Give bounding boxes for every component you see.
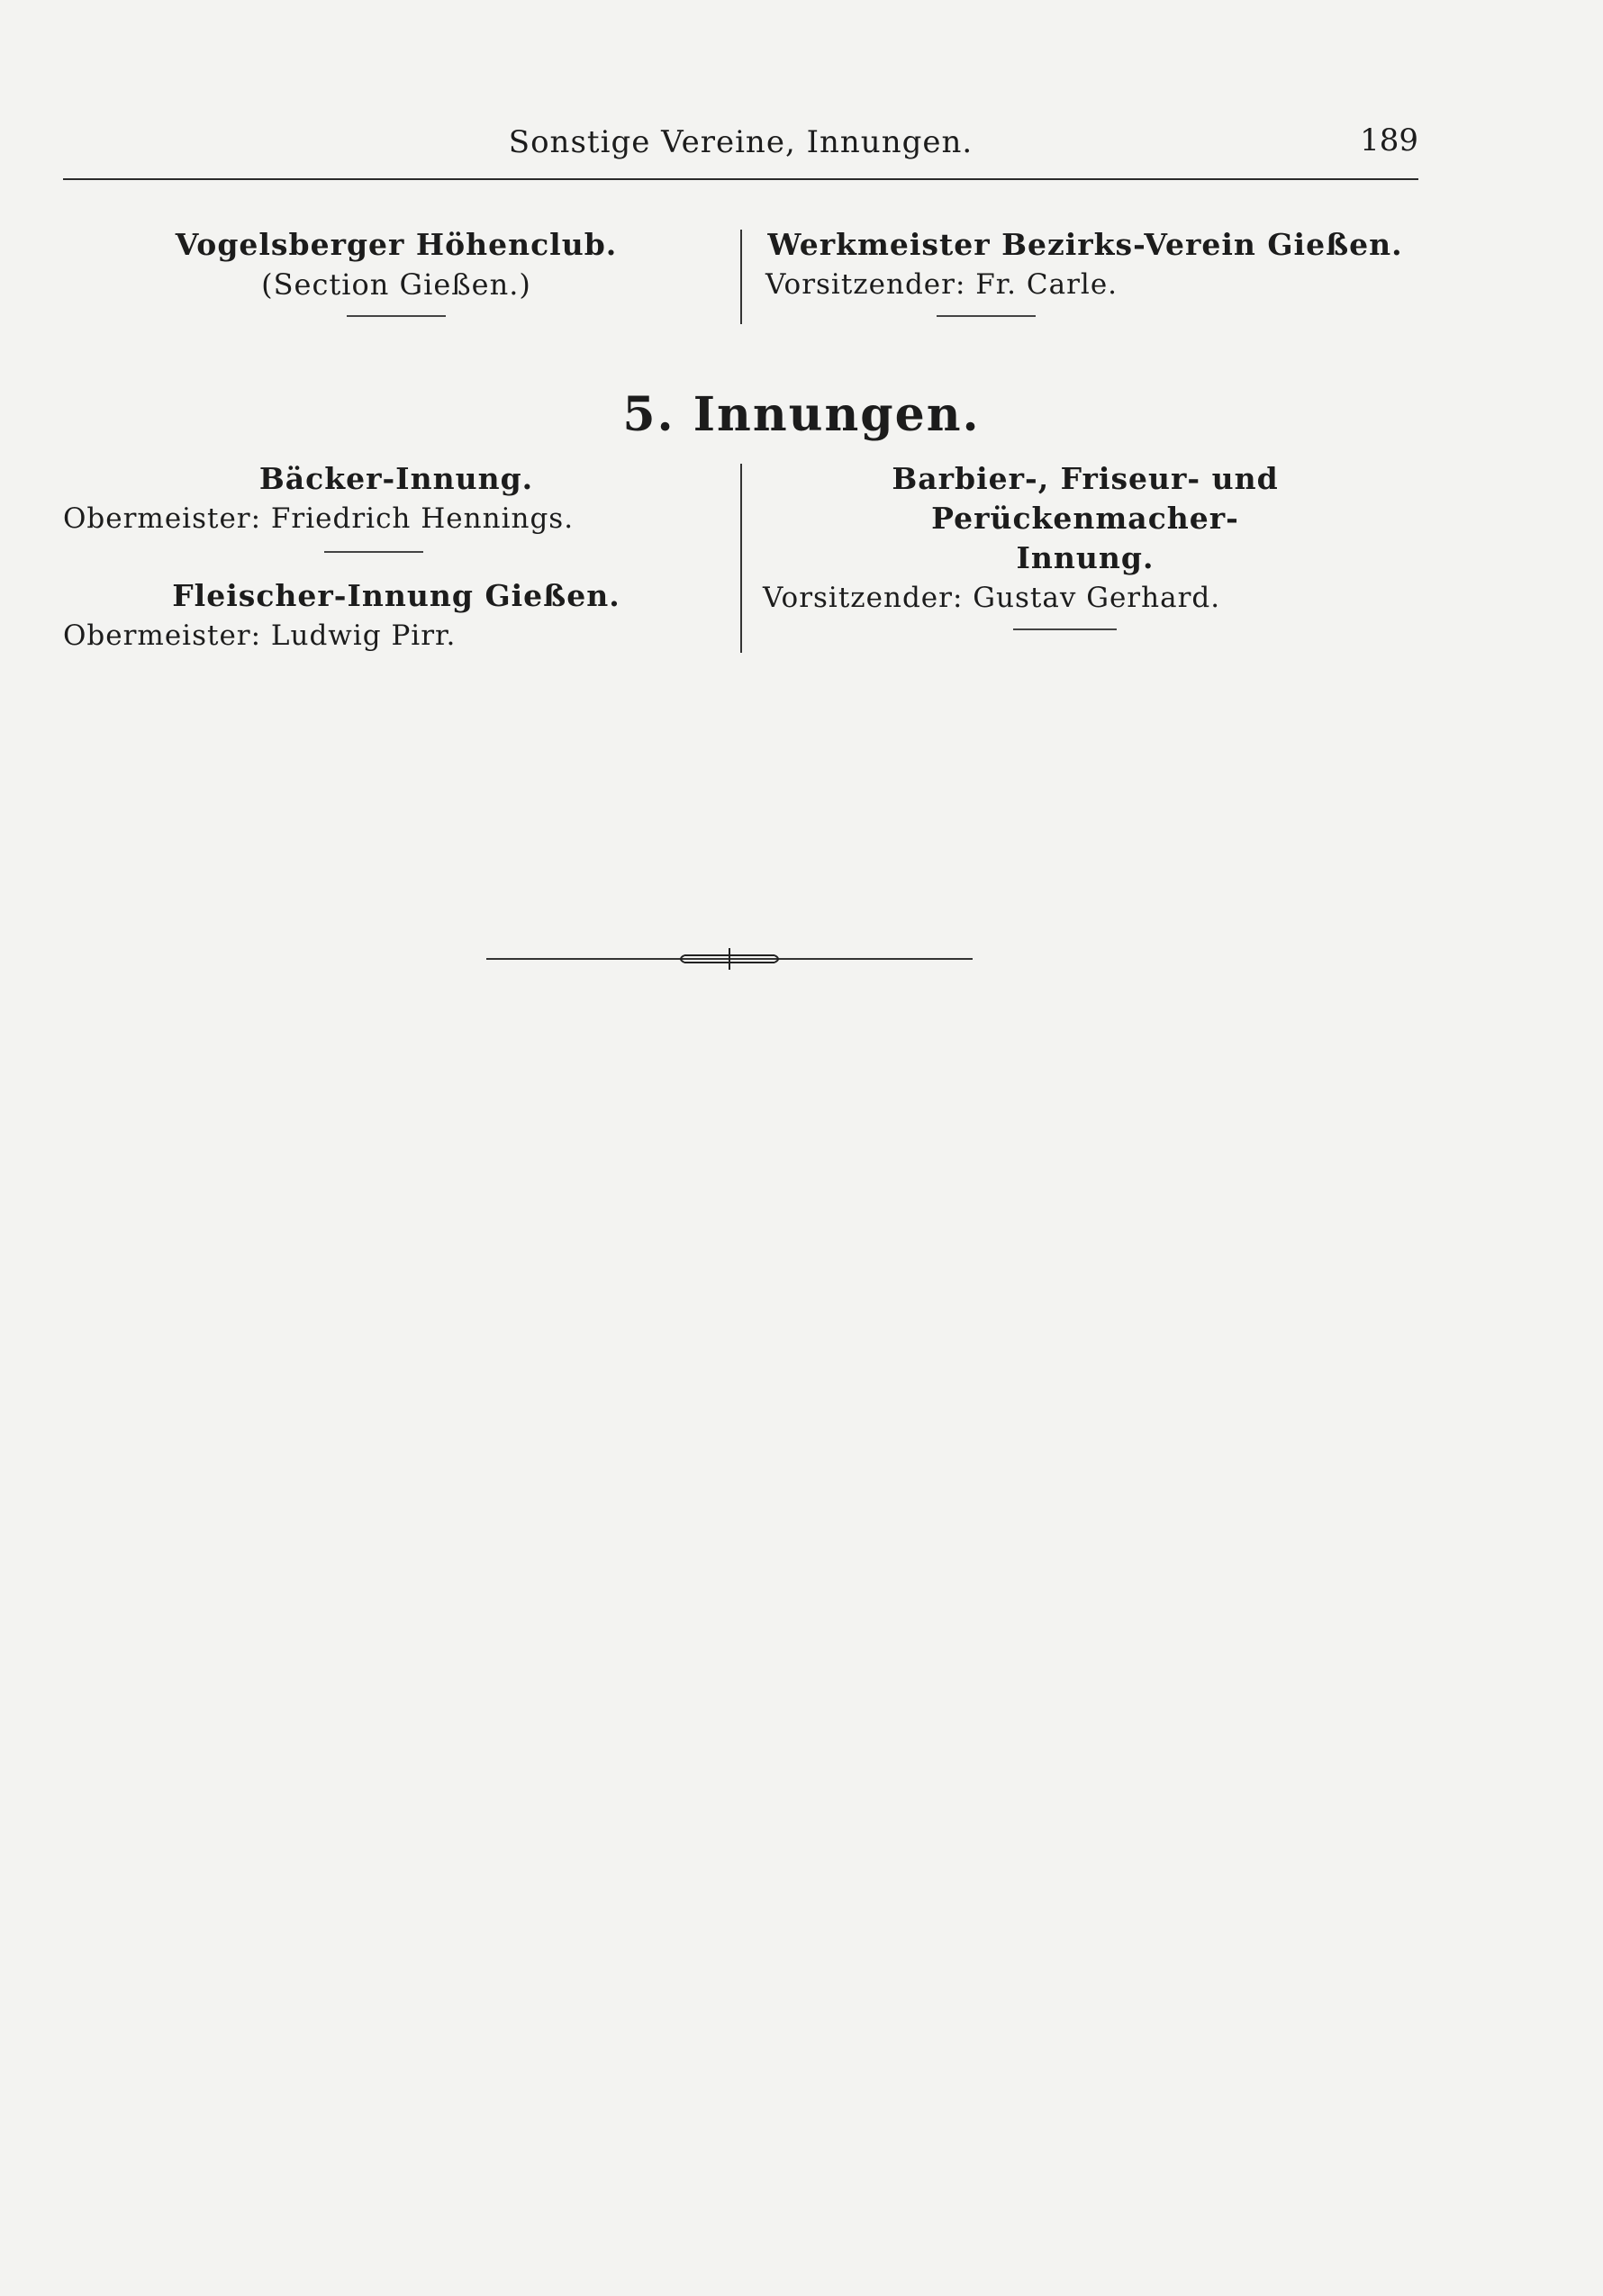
guild-entry-butcher (54, 576, 738, 655)
guild-entry-barber (752, 459, 1418, 630)
page-number: 189 (1360, 122, 1418, 158)
club-section: (Section Gießen.) (261, 267, 531, 302)
guild-name-line2: Innung. (1016, 540, 1155, 575)
column-divider (740, 464, 742, 653)
column-divider (740, 230, 742, 324)
guild-officer: Vorsitzender: Gustav Gerhard. (763, 582, 1221, 614)
divider-rule (1013, 628, 1117, 630)
guild-name: Fleischer-Innung Gießen. (172, 578, 620, 613)
end-ornament (486, 941, 973, 977)
section-title: 5. Innungen. (622, 387, 981, 442)
guild-name: Bäcker-Innung. (258, 461, 534, 496)
association-officer: Vorsitzender: Fr. Carle. (765, 268, 1118, 301)
guild-entry-baker (54, 459, 738, 553)
running-head (63, 119, 1418, 169)
guild-officer: Obermeister: Friedrich Hennings. (63, 502, 575, 535)
divider-rule (937, 315, 1036, 317)
club-name: Vogelsberger Höhenclub. (175, 227, 618, 262)
association-name: Werkmeister Bezirks-Verein Gießen. (767, 227, 1403, 262)
header-rule (63, 178, 1418, 180)
club-entry (54, 225, 738, 317)
association-entry (752, 225, 1418, 317)
guild-name-line1: Barbier-, Friseur- und Perückenmacher- (892, 461, 1279, 536)
divider-rule (324, 551, 423, 553)
divider-rule (347, 315, 446, 317)
guild-officer: Obermeister: Ludwig Pirr. (63, 619, 457, 652)
running-title: Sonstige Vereine, Innungen. (508, 124, 974, 160)
